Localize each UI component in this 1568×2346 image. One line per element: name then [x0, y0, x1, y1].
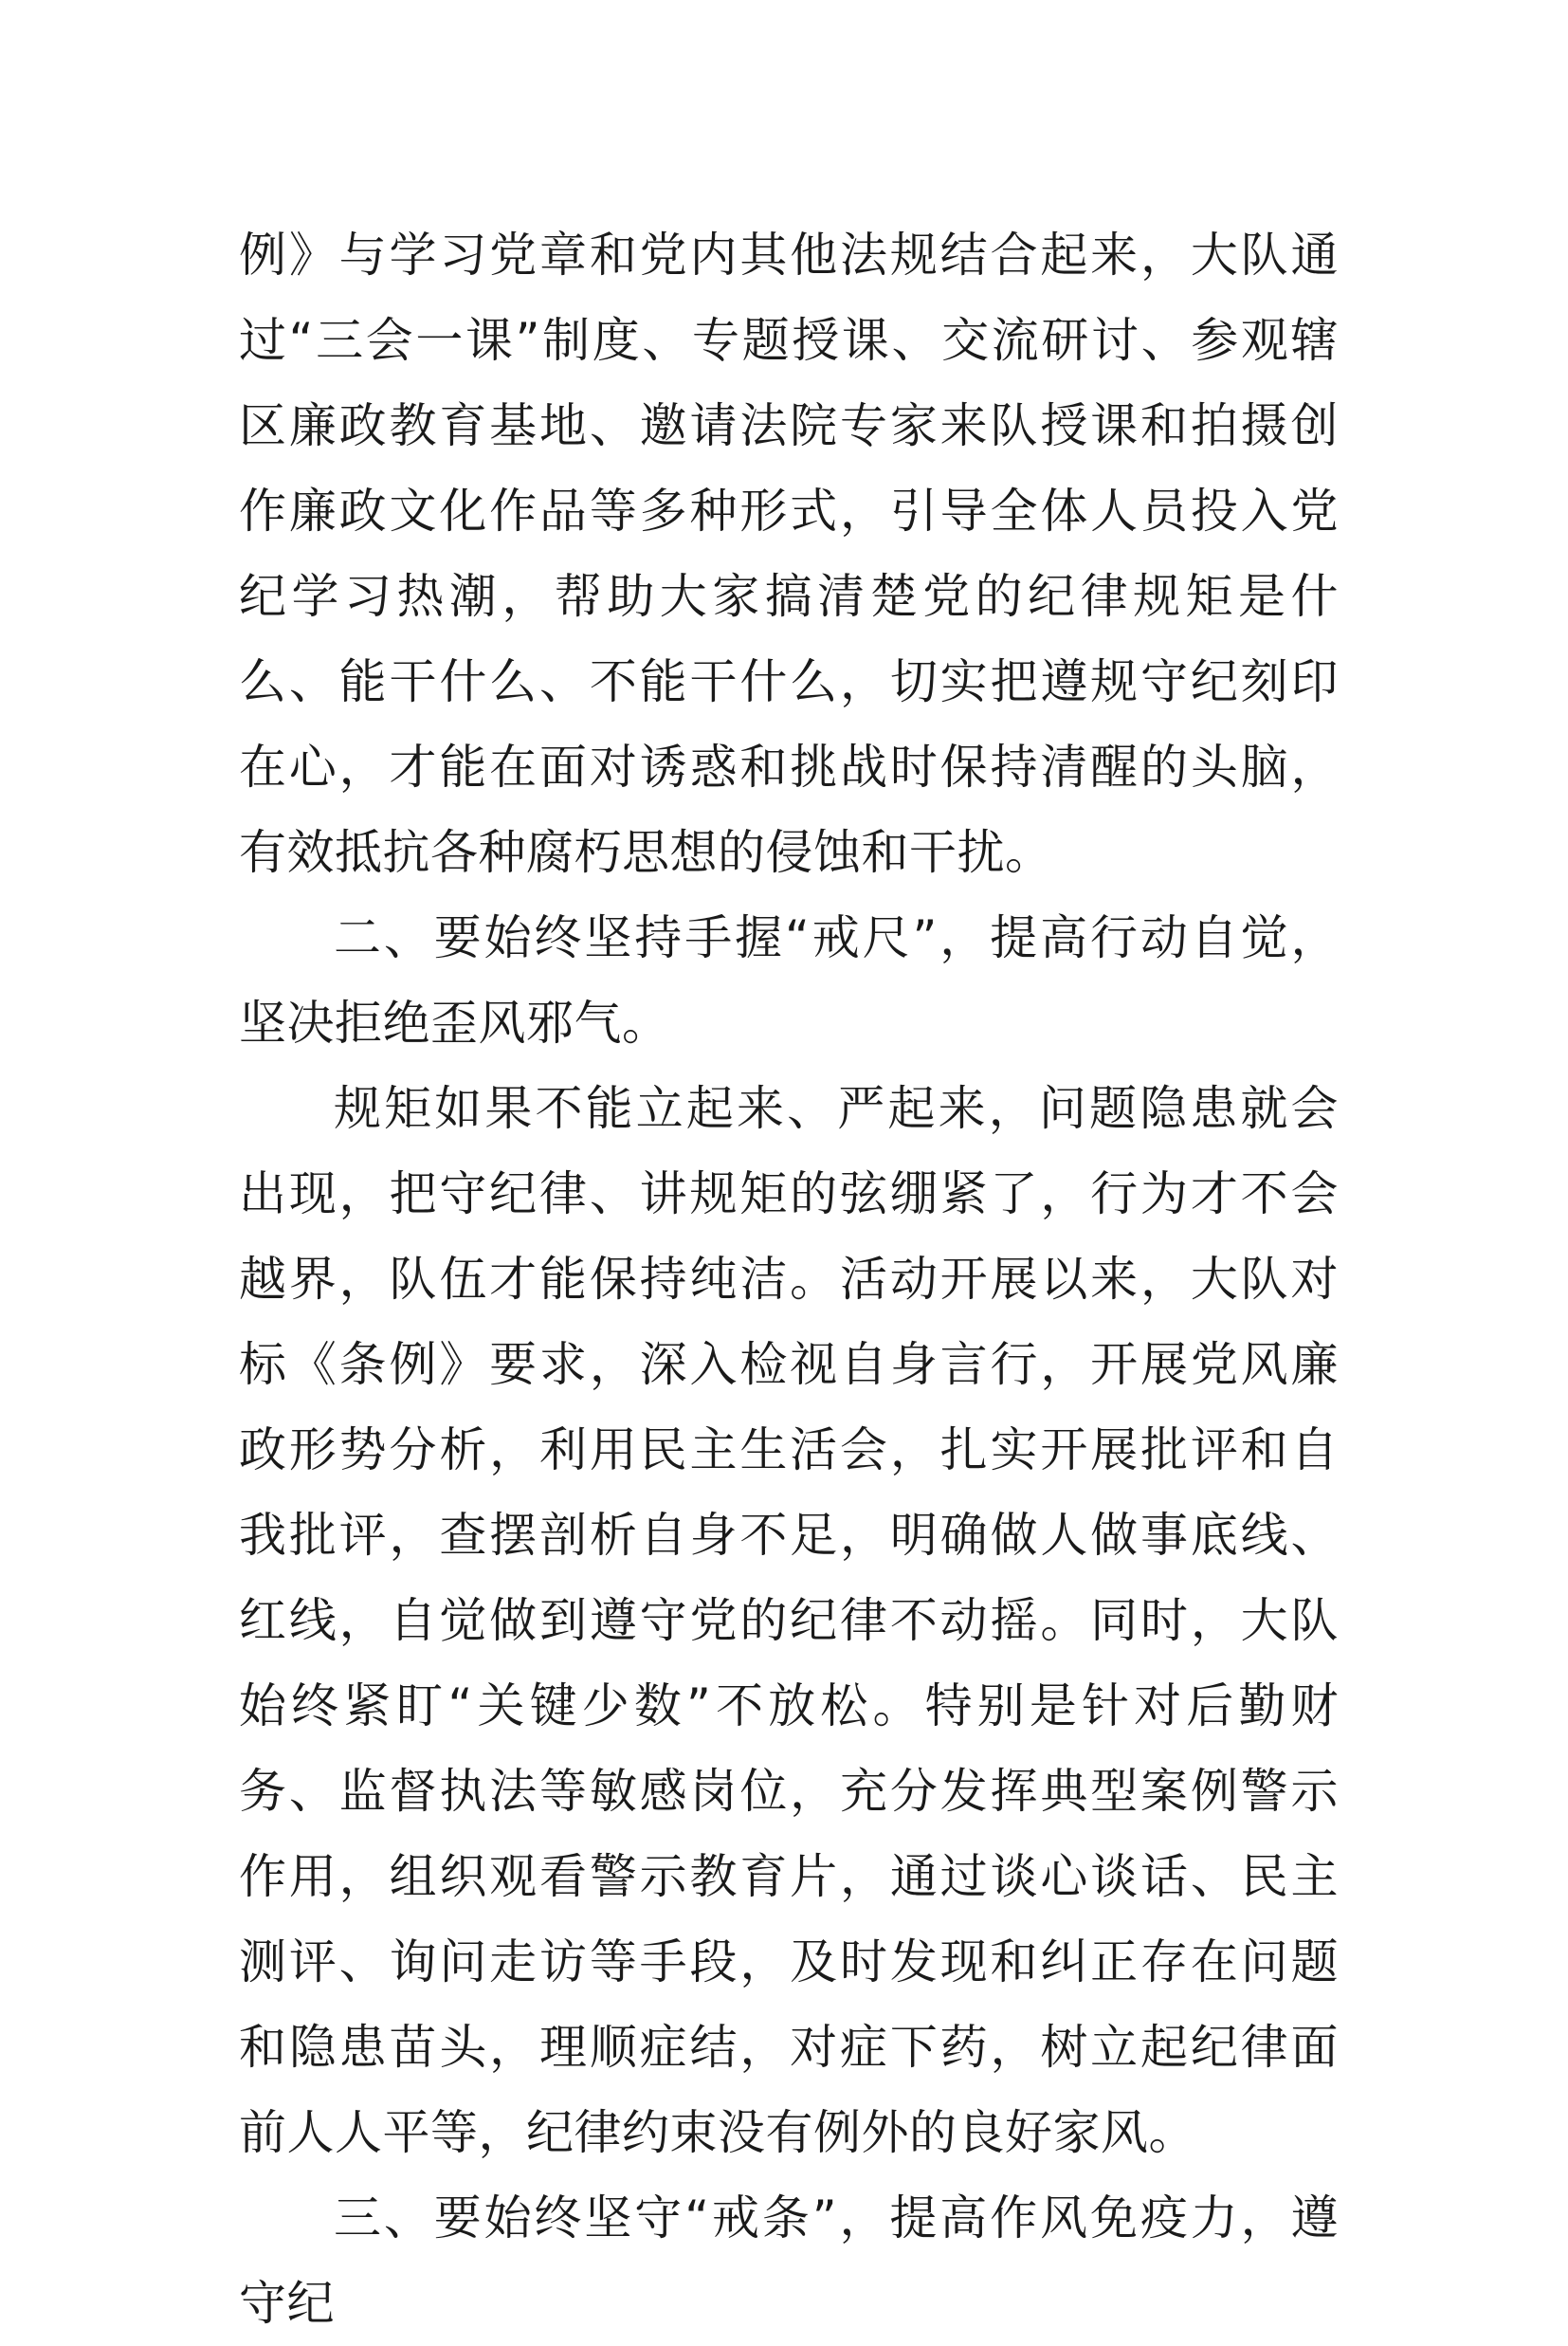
paragraph-section-2: 规矩如果不能立起来、严起来，问题隐患就会出现，把守纪律、讲规矩的弦绷紧了，行为才不会越界，队伍才能保持纯洁。活动开展以来，大队对标《条例》要求，深入检视自身言行，开展党风廉政形势分析，利用民主生活会，扎实开展批评和自我批评，查摆剖析自身不足，明确做人做事底线、红线，自觉做到遵守党的纪律不动摇。同时，大队始终紧盯“关键少数”不放松。特别是针对后勤财务、监督执法等敏感岗位，充分发挥典型案例警示作用，组织观看警示教育片，通过谈心谈话、民主测评、询问走访等手段，及时发现和纠正存在问题和隐患苗头，理顺症结，对症下药，树立起纪律面前人人平等，纪律约束没有例外的良好家风。: [239, 1081, 1339, 2160]
section-heading-2: 二、要始终坚持手握“戒尺”，提高行动自觉，坚决拒绝歪风邪气。: [239, 910, 1339, 1051]
document-body: [239, 212, 1339, 2346]
paragraph-continuation: 例》与学习党章和党内其他法规结合起来，大队通过“三会一课”制度、专题授课、交流研讨、参观辖区廉政教育基地、邀请法院专家来队授课和拍摄创作廉政文化作品等多种形式，引导全体人员投入党纪学习热潮，帮助大家搞清楚党的纪律规矩是什么、能干什么、不能干什么，切实把遵规守纪刻印在心，才能在面对诱惑和挑战时保持清醒的头脑，有效抵抗各种腐朽思想的侵蚀和干扰。: [239, 228, 1339, 880]
section-heading-3: 三、要始终坚守“戒条”，提高作风免疫力，遵守纪: [239, 2190, 1339, 2331]
